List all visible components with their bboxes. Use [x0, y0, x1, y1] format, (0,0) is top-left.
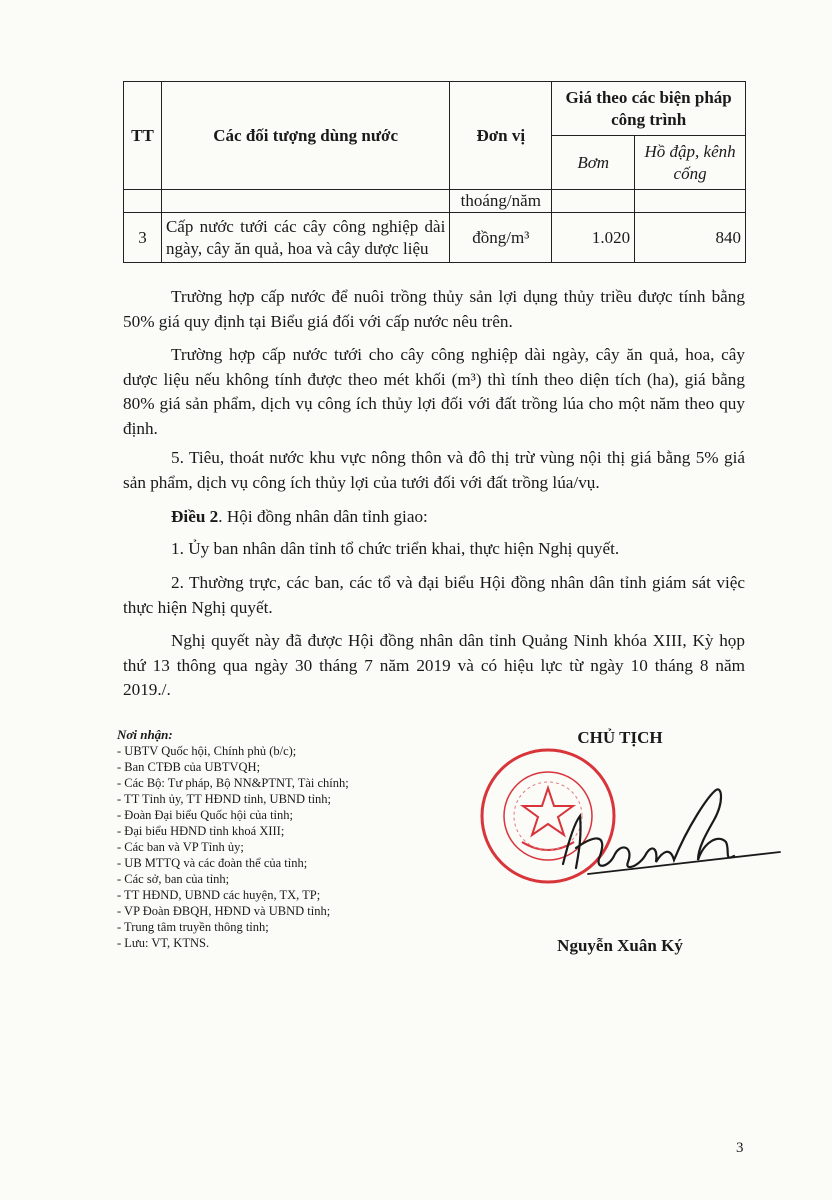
list-item: - UBTV Quốc hội, Chính phủ (b/c); — [117, 744, 297, 758]
recipients-title: Nơi nhận: — [117, 727, 173, 742]
list-item: - UB MTTQ và các đoàn thể của tỉnh; — [117, 856, 308, 870]
list-item: - TT HĐND, UBND các huyện, TX, TP; — [117, 888, 321, 902]
paragraph-task-2: 2. Thường trực, các ban, các tổ và đại biểu Hội đồng nhân dân tỉnh giám sát việc thực hiện Nghị quyết. — [123, 573, 745, 617]
handwritten-signature-icon — [548, 776, 788, 886]
list-item: - Các Bộ: Tư pháp, Bộ NN&PTNT, Tài chính; — [117, 776, 349, 790]
list-item: - Đại biểu HĐND tỉnh khoá XIII; — [117, 824, 285, 838]
header-price-group: Giá theo các biện pháp công trình — [552, 82, 746, 136]
paragraph-task-1: 1. Ủy ban nhân dân tỉnh tổ chức triển khai, thực hiện Nghị quyết. — [171, 539, 620, 558]
list-item: - TT Tỉnh ủy, TT HĐND tỉnh, UBND tỉnh; — [117, 792, 332, 806]
paragraph-area-pricing: Trường hợp cấp nước tưới cho cây công nghiệp dài ngày, cây ăn quả, hoa, cây dược liệu nếu không tính được theo mét khối (m³) thì tính theo diện tích (ha), giá bằng 80% giá sản phẩm, dịch vụ công ích thủy lợi đối với đất trồng lúa cho một năm theo quy định. — [123, 345, 745, 438]
page-number: 3 — [736, 1140, 744, 1156]
header-tt: TT — [124, 82, 162, 190]
row-unit: đồng/m³ — [450, 213, 552, 263]
row-pump-price: 1.020 — [552, 213, 635, 263]
list-item: - VP Đoàn ĐBQH, HĐND và UBND tỉnh; — [117, 904, 331, 918]
list-item: - Các ban và VP Tỉnh ủy; — [117, 840, 244, 854]
paragraph-effective-date: Nghị quyết này đã được Hội đồng nhân dân tỉnh Quảng Ninh khóa XIII, Kỳ họp thứ 13 thông qua ngày 30 tháng 7 năm 2019 và có hiệu lực từ ngày 10 tháng 8 năm 2019./. — [123, 631, 745, 699]
list-item: - Trung tâm truyền thông tỉnh; — [117, 920, 269, 934]
signer-title: CHỦ TỊCH — [577, 728, 663, 747]
carry-unit: thoáng/năm — [450, 190, 552, 213]
table-row — [124, 213, 746, 263]
paragraph-article-2 — [123, 505, 745, 530]
water-price-table — [123, 81, 746, 263]
carry-cell — [552, 190, 635, 213]
list-item: - Đoàn Đại biểu Quốc hội của tỉnh; — [117, 808, 293, 822]
row-object: Cấp nước tưới các cây công nghiệp dài ngày, cây ăn quả, hoa và cây dược liệu — [161, 213, 449, 263]
recipients-list — [117, 727, 447, 951]
article-2-text: . Hội đồng nhân dân tỉnh giao: — [218, 507, 428, 526]
paragraph-aquaculture: Trường hợp cấp nước để nuôi trồng thủy sản lợi dụng thủy triều được tính bằng 50% giá quy định tại Biểu giá đối với cấp nước nêu trên. — [123, 287, 745, 331]
header-unit: Đơn vị — [450, 82, 552, 190]
header-pump: Bơm — [552, 136, 635, 190]
list-item: - Các sở, ban của tỉnh; — [117, 872, 230, 886]
carry-cell — [635, 190, 746, 213]
row-reservoir-price: 840 — [635, 213, 746, 263]
carry-cell — [124, 190, 162, 213]
header-reservoir: Hồ đập, kênh cống — [635, 136, 746, 190]
article-2-label: Điều 2 — [171, 507, 219, 526]
header-object: Các đối tượng dùng nước — [161, 82, 449, 190]
list-item: - Lưu: VT, KTNS. — [117, 936, 210, 950]
paragraph-drainage: 5. Tiêu, thoát nước khu vực nông thôn và đô thị trừ vùng nội thị giá bằng 5% giá sản phẩm, dịch vụ công ích thủy lợi của tưới đối với đất trồng lúa/vụ. — [123, 448, 745, 492]
row-tt: 3 — [124, 213, 162, 263]
signer-name: Nguyễn Xuân Ký — [557, 936, 683, 955]
carry-cell — [161, 190, 449, 213]
list-item: - Ban CTĐB của UBTVQH; — [117, 760, 261, 774]
